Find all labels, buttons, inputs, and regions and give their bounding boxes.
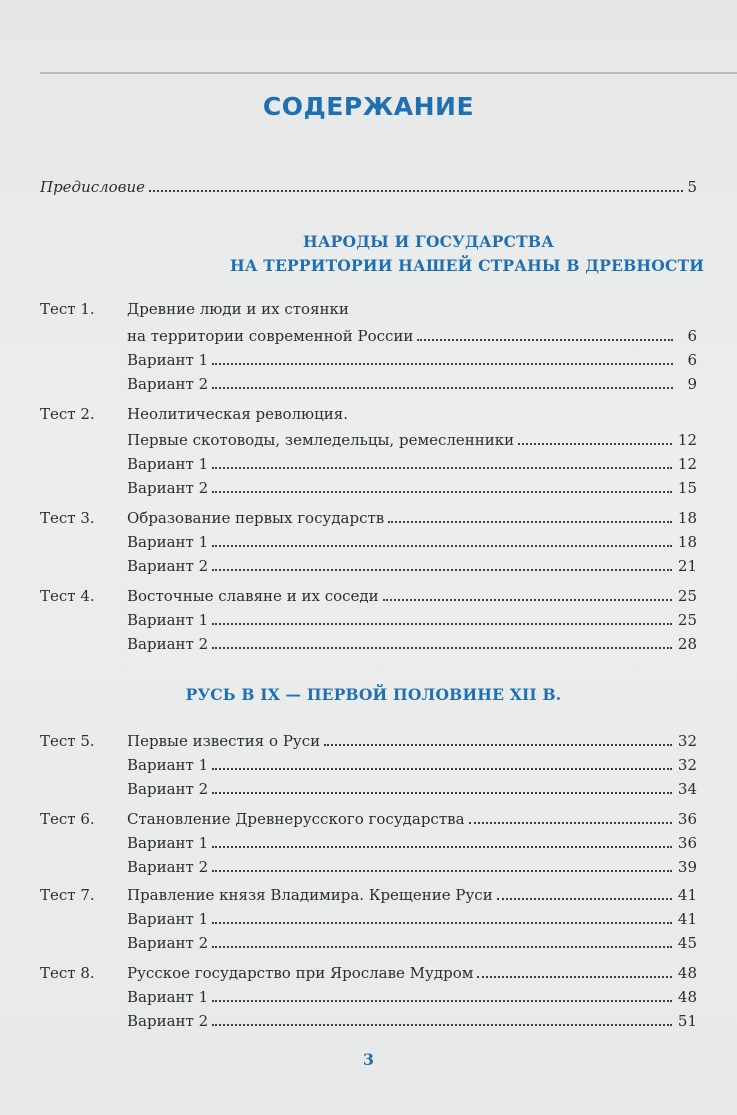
variant-label: Вариант 1 — [127, 611, 209, 629]
dot-leader — [212, 647, 672, 649]
page-number: 36 — [677, 810, 697, 828]
toc-test-4 — [40, 587, 697, 611]
variant-label: Вариант 2 — [127, 934, 209, 952]
test-label: Тест 7. — [40, 886, 95, 904]
toc-variant — [40, 455, 697, 479]
page-number: 6 — [687, 351, 697, 369]
section-heading-line: НАРОДЫ И ГОСУДАРСТВА — [302, 232, 555, 251]
variant-label: Вариант 2 — [127, 1012, 209, 1030]
test-label: Тест 6. — [40, 810, 95, 828]
toc-variant — [40, 780, 697, 804]
page-number: 18 — [677, 533, 697, 551]
toc-entry — [40, 327, 697, 351]
test-label: Тест 2. — [40, 405, 95, 423]
preface-page: 5 — [687, 178, 697, 196]
toc-variant — [40, 375, 697, 399]
dot-leader — [149, 190, 683, 192]
variant-label: Вариант 1 — [127, 834, 209, 852]
dot-leader — [212, 946, 672, 948]
toc-variant — [40, 533, 697, 557]
variant-label: Вариант 2 — [127, 858, 209, 876]
toc-variant — [40, 834, 697, 858]
preface-label: Предисловие — [40, 178, 145, 196]
page-number: 41 — [677, 910, 697, 928]
test-label: Тест 8. — [40, 964, 95, 982]
toc-variant — [40, 910, 697, 934]
dot-leader — [324, 744, 672, 746]
test-title: Неолитическая революция. — [127, 405, 348, 423]
section-heading-ancient — [230, 230, 705, 278]
test-title: Древние люди и их стоянки — [127, 300, 349, 318]
toc-variant — [40, 479, 697, 503]
page-number: 36 — [677, 834, 697, 852]
test-label: Тест 3. — [40, 509, 95, 527]
toc-variant — [40, 934, 697, 958]
toc-test-8 — [40, 964, 697, 988]
test-title: на территории современной России — [127, 327, 414, 345]
toc-test-2 — [40, 405, 697, 429]
dot-leader — [212, 387, 673, 389]
toc-variant — [40, 988, 697, 1012]
variant-label: Вариант 1 — [127, 351, 209, 369]
toc-variant — [40, 858, 697, 882]
dot-leader — [212, 491, 672, 493]
test-label: Тест 4. — [40, 587, 95, 605]
variant-label: Вариант 2 — [127, 780, 209, 798]
toc-variant — [40, 756, 697, 780]
page-number: 25 — [677, 611, 697, 629]
dot-leader — [388, 521, 672, 523]
page-number: 18 — [677, 509, 697, 527]
page-number: 28 — [677, 635, 697, 653]
test-label: Тест 5. — [40, 732, 95, 750]
section-heading-line: НА ТЕРРИТОРИИ НАШЕЙ СТРАНЫ В ДРЕВНОСТИ — [230, 256, 705, 275]
toc-entry — [40, 431, 697, 455]
dot-leader — [497, 898, 672, 900]
page-number: 25 — [677, 587, 697, 605]
toc-test-5 — [40, 732, 697, 756]
dot-leader — [212, 623, 672, 625]
dot-leader — [212, 922, 672, 924]
toc-test-6 — [40, 810, 697, 834]
test-title: Правление князя Владимира. Крещение Руси — [127, 886, 493, 904]
toc-variant — [40, 1012, 697, 1036]
toc-test-7 — [40, 886, 697, 910]
dot-leader — [212, 1024, 672, 1026]
dot-leader — [212, 569, 672, 571]
variant-label: Вариант 1 — [127, 988, 209, 1006]
variant-label: Вариант 1 — [127, 756, 209, 774]
top-rule — [40, 72, 737, 74]
dot-leader — [417, 339, 673, 341]
page-number: 6 — [687, 327, 697, 345]
dot-leader — [477, 976, 672, 978]
page-number: 21 — [677, 557, 697, 575]
dot-leader — [212, 870, 672, 872]
toc-test-1 — [40, 300, 697, 324]
test-title: Восточные славяне и их соседи — [127, 587, 379, 605]
test-title: Первые скотоводы, земледельцы, ремесленники — [127, 431, 515, 449]
page-number: 48 — [677, 988, 697, 1006]
toc-test-3 — [40, 509, 697, 533]
toc-variant — [40, 611, 697, 635]
dot-leader — [469, 822, 672, 824]
test-title: Русское государство при Ярославе Мудром — [127, 964, 474, 982]
dot-leader — [518, 443, 672, 445]
dot-leader — [212, 768, 672, 770]
test-label: Тест 1. — [40, 300, 95, 318]
preface-entry — [40, 178, 697, 196]
dot-leader — [212, 363, 673, 365]
test-title: Первые известия о Руси — [127, 732, 321, 750]
dot-leader — [212, 846, 672, 848]
page-number: 45 — [677, 934, 697, 952]
dot-leader — [212, 1000, 672, 1002]
page-number-footer: 3 — [362, 1050, 375, 1069]
variant-label: Вариант 1 — [127, 455, 209, 473]
dot-leader — [212, 792, 672, 794]
page-number: 51 — [677, 1012, 697, 1030]
page-number: 9 — [687, 375, 697, 393]
page-title: СОДЕРЖАНИЕ — [262, 92, 475, 121]
page-number: 12 — [677, 455, 697, 473]
dot-leader — [383, 599, 672, 601]
variant-label: Вариант 2 — [127, 635, 209, 653]
variant-label: Вариант 2 — [127, 557, 209, 575]
page-number: 32 — [677, 732, 697, 750]
variant-label: Вариант 1 — [127, 533, 209, 551]
page-number: 41 — [677, 886, 697, 904]
page-number: 48 — [677, 964, 697, 982]
dot-leader — [212, 467, 672, 469]
page-number: 15 — [677, 479, 697, 497]
test-title: Становление Древнерусского государства — [127, 810, 465, 828]
variant-label: Вариант 2 — [127, 375, 209, 393]
page-number: 39 — [677, 858, 697, 876]
page-number: 34 — [677, 780, 697, 798]
toc-variant — [40, 351, 697, 375]
page-number: 12 — [677, 431, 697, 449]
test-title: Образование первых государств — [127, 509, 385, 527]
toc-variant — [40, 557, 697, 581]
dot-leader — [212, 545, 672, 547]
section-heading-rus: РУСЬ В IX — ПЕРВОЙ ПОЛОВИНЕ XII В. — [185, 685, 562, 704]
variant-label: Вариант 2 — [127, 479, 209, 497]
toc-variant — [40, 635, 697, 659]
variant-label: Вариант 1 — [127, 910, 209, 928]
page-number: 32 — [677, 756, 697, 774]
